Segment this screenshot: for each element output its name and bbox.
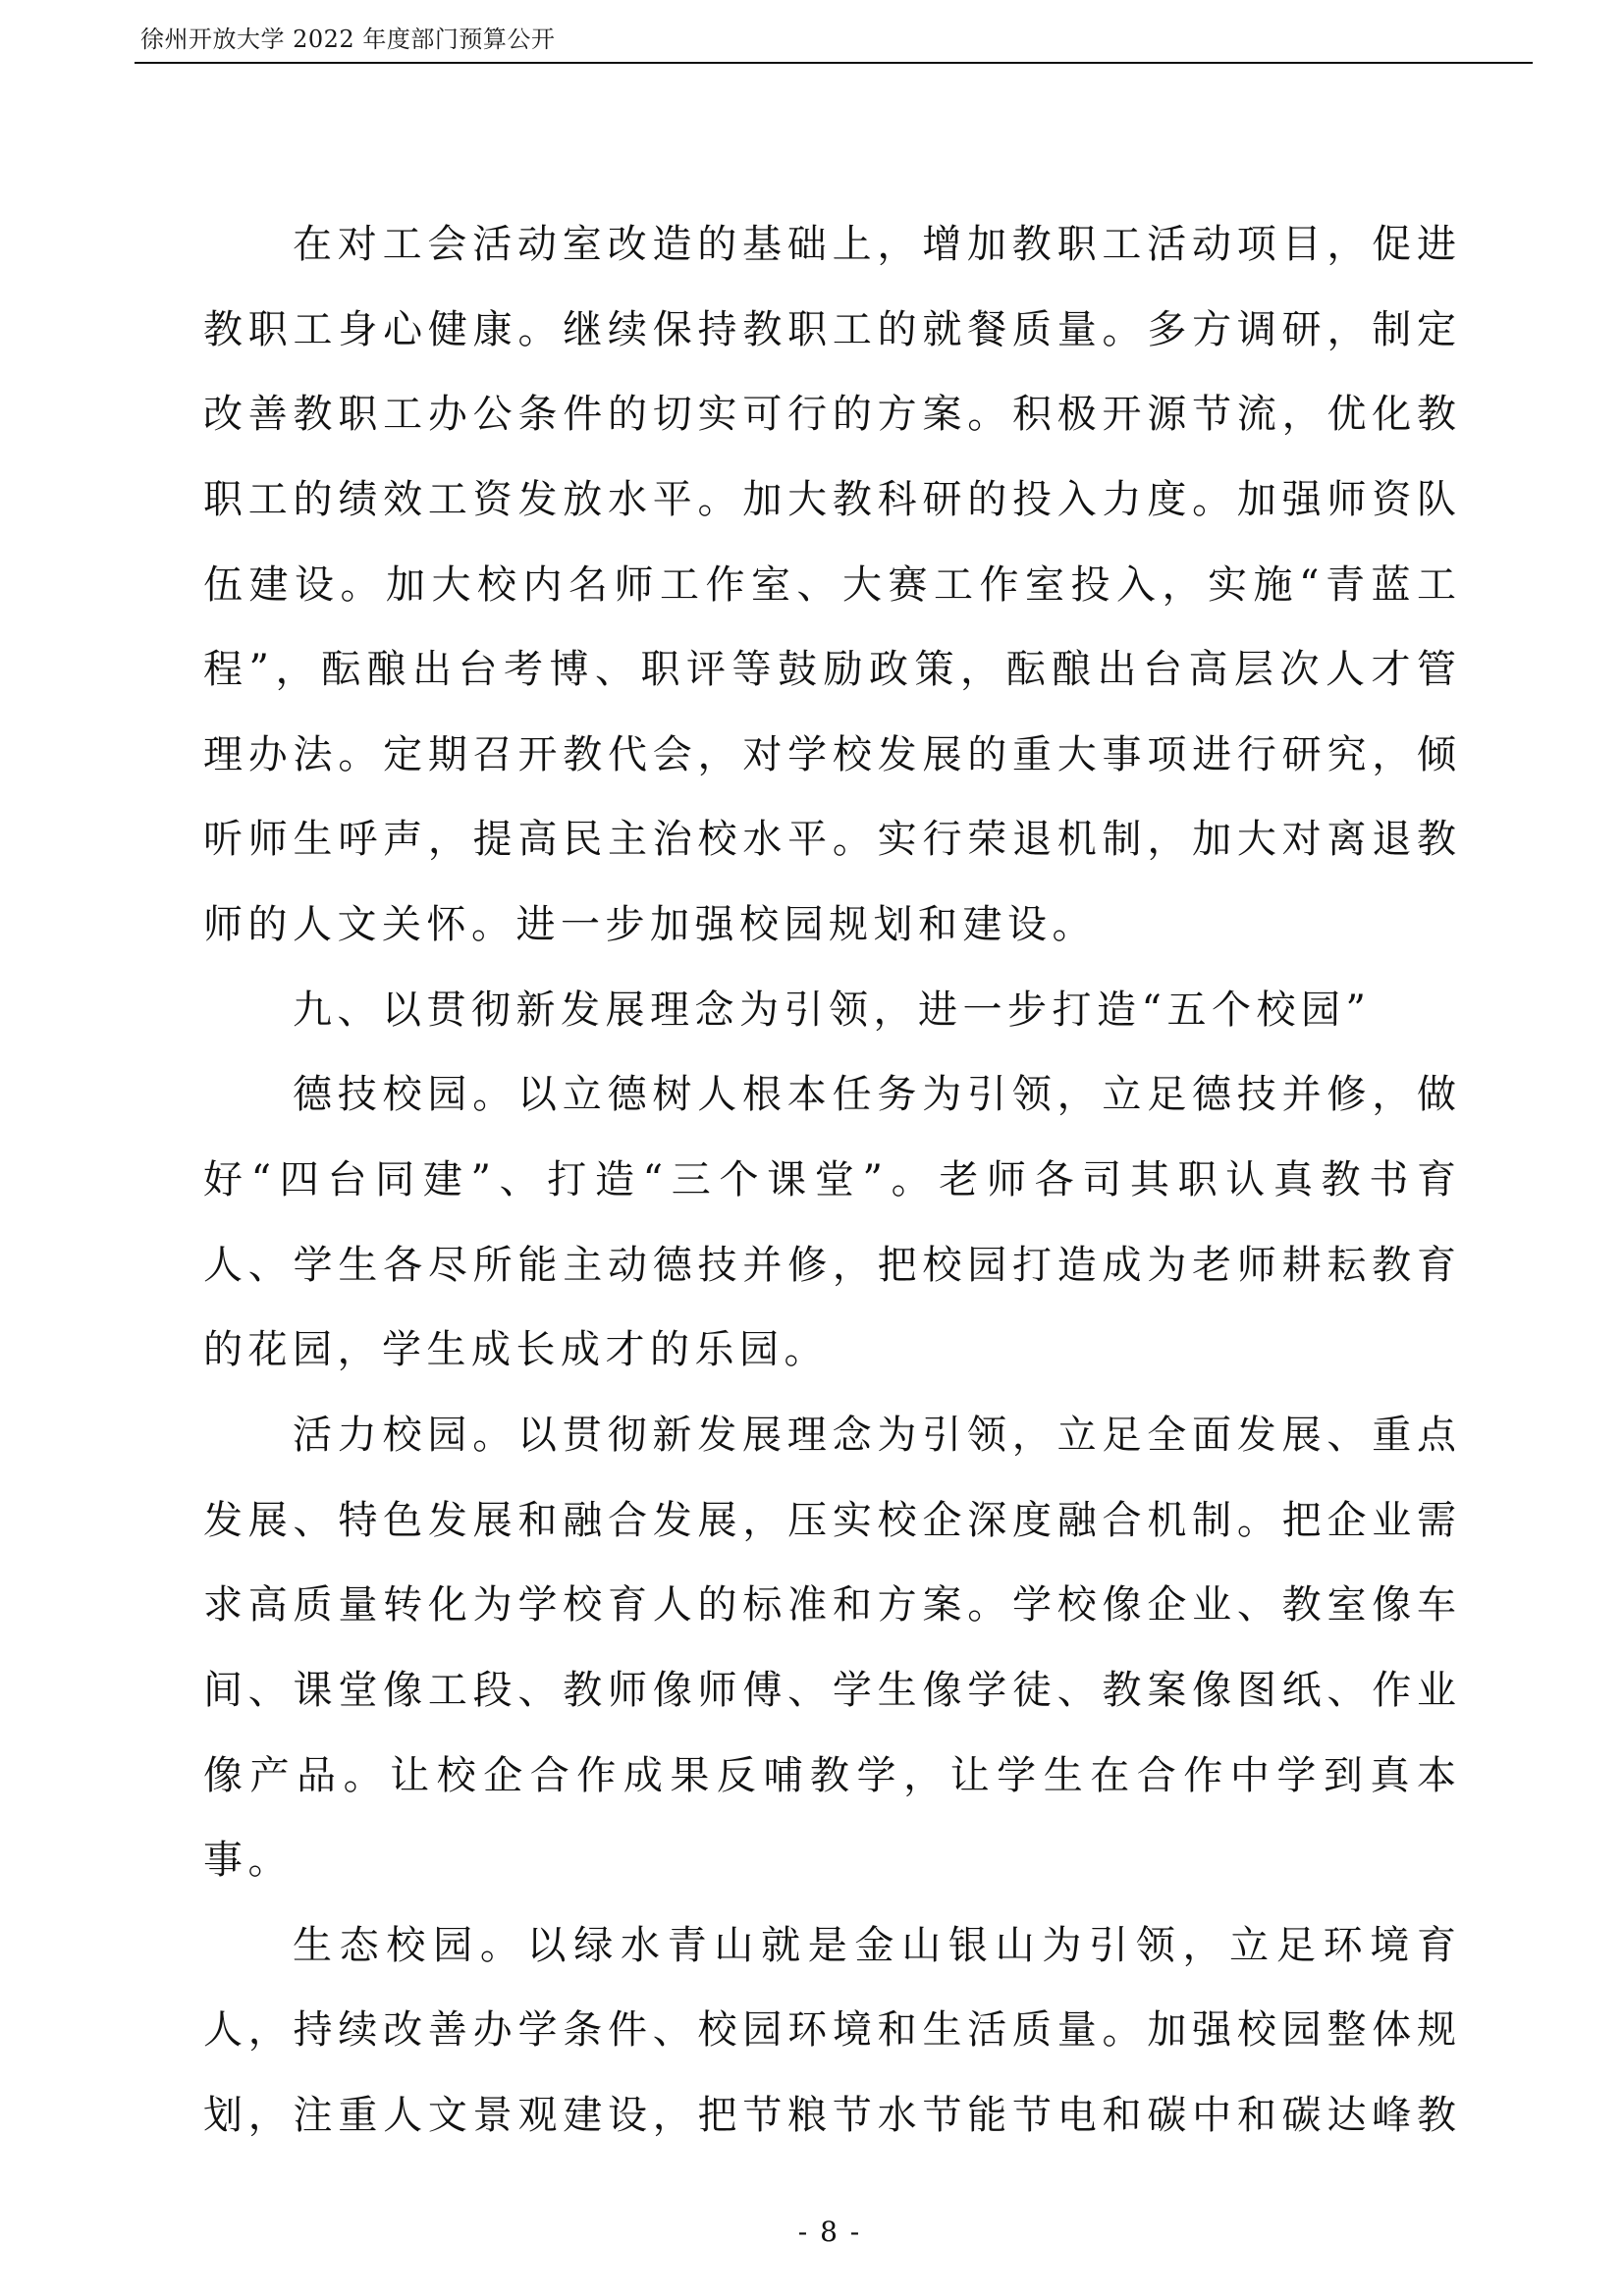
paragraph-vitality-campus — [203, 1393, 1456, 1903]
text-line: 生态校园。以绿水青山就是金山银山为引领，立足环境育 — [293, 1922, 1456, 1968]
text-line: 职工的绩效工资发放水平。加大教科研的投入力度。加强师资队 — [203, 476, 1456, 522]
text-line: 伍建设。加大校内名师工作室、大赛工作室投入，实施“青蓝工 — [203, 561, 1456, 608]
text-line: 德技校园。以立德树人根本任务为引领，立足德技并修，做 — [293, 1072, 1456, 1118]
text-line: 像产品。让校企合作成果反哺教学，让学生在合作中学到真本 — [203, 1752, 1456, 1798]
text-line: 好“四台同建”、打造“三个课堂”。老师各司其职认真教书育 — [203, 1157, 1456, 1203]
text-line: 求高质量转化为学校育人的标准和方案。学校像企业、教室像车 — [203, 1582, 1456, 1629]
section-heading-nine — [203, 968, 1456, 1053]
text-line: 事。 — [203, 1838, 293, 1884]
page-header-title: 徐州开放大学 2022 年度部门预算公开 — [140, 26, 556, 53]
text-line: 间、课堂像工段、教师像师傅、学生像学徒、教案像图纸、作业 — [203, 1667, 1456, 1713]
paragraph-ecological-campus — [203, 1903, 1456, 2159]
header-divider — [135, 62, 1533, 64]
section-heading-text: 九、以贯彻新发展理念为引领，进一步打造“五个校园” — [293, 987, 1372, 1033]
text-line: 活力校园。以贯彻新发展理念为引领，立足全面发展、重点 — [293, 1412, 1456, 1458]
paragraph-virtue-skill-campus — [203, 1052, 1456, 1393]
page-number: - 8 - — [797, 2216, 862, 2248]
text-line: 程”，酝酿出台考博、职评等鼓励政策，酝酿出台高层次人才管 — [203, 647, 1456, 693]
text-line: 教职工身心健康。继续保持教职工的就餐质量。多方调研，制定 — [203, 306, 1456, 352]
document-body — [203, 202, 1456, 2159]
text-line: 改善教职工办公条件的切实可行的方案。积极开源节流，优化教 — [203, 392, 1456, 438]
text-line: 在对工会活动室改造的基础上，增加教职工活动项目，促进 — [293, 222, 1456, 267]
text-line: 人、学生各尽所能主动德技并修，把校园打造成为老师耕耘教育 — [203, 1242, 1456, 1288]
text-line: 听师生呼声，提高民主治校水平。实行荣退机制，加大对离退教 — [203, 817, 1456, 863]
text-line: 划，注重人文景观建设，把节粮节水节能节电和碳中和碳达峰教 — [203, 2093, 1456, 2139]
text-line: 师的人文关怀。进一步加强校园规划和建设。 — [203, 902, 1097, 948]
text-line: 理办法。定期召开教代会，对学校发展的重大事项进行研究，倾 — [203, 731, 1456, 777]
text-line: 人，持续改善办学条件、校园环境和生活质量。加强校园整体规 — [203, 2007, 1456, 2054]
paragraph-union-activities — [203, 202, 1456, 968]
text-line: 发展、特色发展和融合发展，压实校企深度融合机制。把企业需 — [203, 1497, 1456, 1543]
text-line: 的花园，学生成长成才的乐园。 — [203, 1327, 829, 1373]
